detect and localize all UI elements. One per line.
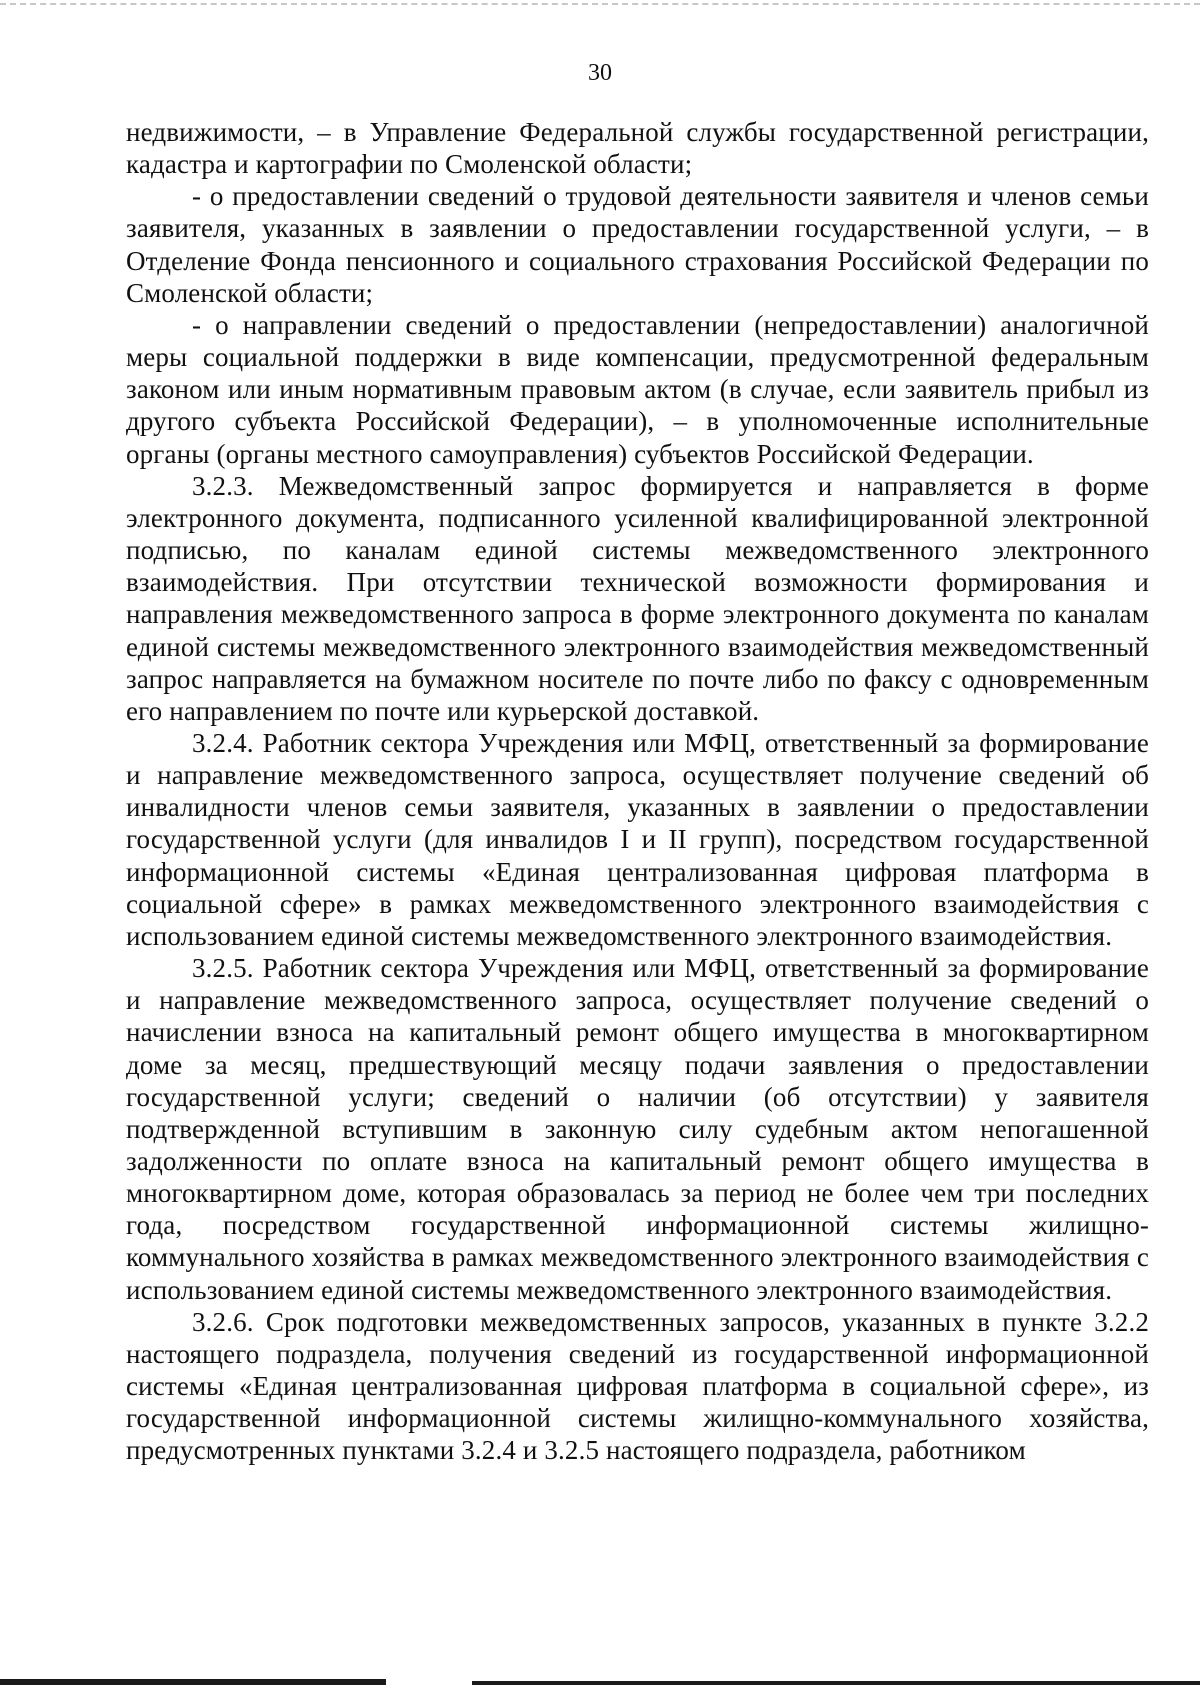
- paragraph-3-2-4: 3.2.4. Работник сектора Учреждения или МФЦ, ответственный за формирование и направление межведомственного запроса, осуществляет получение сведений об инвалидности членов семьи заявителя, указанных в заявлении о предоставлении государственной услуги (для инвалидов I и II групп), посредством государственной информационной системы «Единая централизованная цифровая платформа в социальной сфере» в рамках межведомственного электронного взаимодействия с использованием единой системы межведомственного электронного взаимодействия.: [126, 727, 1149, 951]
- scan-edge-bottom-right: [472, 1681, 1200, 1685]
- paragraph-3-2-5: 3.2.5. Работник сектора Учреждения или МФЦ, ответственный за формирование и направление межведомственного запроса, осуществляет получение сведений о начислении взноса на капитальный ремонт общего имущества в многоквартирном доме за месяц, предшествующий месяцу подачи заявления о предоставлении государственной услуги; сведений о наличии (об отсутствии) у заявителя подтвержденной вступившим в законную силу судебным актом непогашенной задолженности по оплате взноса на капитальный ремонт общего имущества в многоквартирном доме, которая образовалась за период не более чем три последних года, посредством государственной информационной системы жилищно-коммунального хозяйства в рамках межведомственного электронного взаимодействия с использованием единой системы межведомственного электронного взаимодействия.: [126, 953, 1149, 1305]
- paragraph-similar-support-request: - о направлении сведений о предоставлении (непредоставлении) аналогичной меры социальной поддержки в виде компенсации, предусмотренной федеральным законом или иным нормативным правовым актом (в случае, если заявитель прибыл из другого субъекта Российской Федерации), – в уполномоченные исполнительные органы (органы местного самоуправления) субъектов Российской Федерации.: [126, 309, 1149, 469]
- paragraph-3-2-3: 3.2.3. Межведомственный запрос формируется и направляется в форме электронного документа, подписанного усиленной квалифицированной электронной подписью, по каналам единой системы межведомственного электронного взаимодействия. При отсутствии технической возможности формирования и направления межведомственного запроса в форме электронного документа по каналам единой системы межведомственного электронного взаимодействия межведомственный запрос направляется на бумажном носителе по почте либо по факсу с одновременным его направлением по почте или курьерской доставкой.: [126, 470, 1149, 726]
- scan-edge-top: [0, 3, 1200, 5]
- paragraph-continuation: недвижимости, – в Управление Федеральной службы государственной регистрации, кадастра и картографии по Смоленской области;: [126, 117, 1149, 180]
- paragraph-3-2-6: 3.2.6. Срок подготовки межведомственных запросов, указанных в пункте 3.2.2 настоящего подраздела, получения сведений из государственной информационной системы «Единая централизованная цифровая платформа в социальной сфере», из государственной информационной системы жилищно-коммунального хозяйства, предусмотренных пунктами 3.2.4 и 3.2.5 настоящего подраздела, работником: [126, 1306, 1149, 1466]
- document-body: [126, 116, 1149, 1467]
- scan-edge-bottom-left: [0, 1679, 386, 1685]
- page-number: 30: [588, 60, 612, 86]
- paragraph-labor-activity-request: - о предоставлении сведений о трудовой деятельности заявителя и членов семьи заявителя, указанных в заявлении о предоставлении государственной услуги, – в Отделение Фонда пенсионного и социального страхования Российской Федерации по Смоленской области;: [126, 181, 1149, 308]
